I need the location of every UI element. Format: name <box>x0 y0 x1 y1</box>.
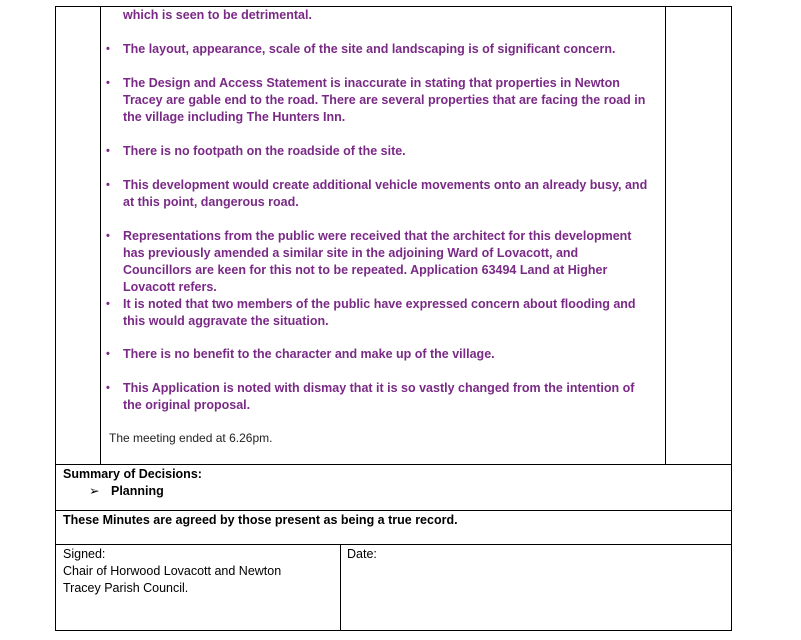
bullet-text: It is noted that two members of the public have expressed concern about flooding and this would aggravate the situation. <box>123 297 636 328</box>
table-border-left <box>55 6 56 631</box>
row-divider-summary <box>55 464 732 465</box>
column-divider-2 <box>665 6 666 464</box>
bullet-marker: • <box>106 230 110 242</box>
bullet-marker: • <box>106 348 110 360</box>
bullet-marker: • <box>106 43 110 55</box>
summary-arrow-icon: ➢ <box>89 484 100 498</box>
bullet-text: This Application is noted with dismay that it is so vastly changed from the intention of the original proposal. <box>123 381 635 412</box>
bullet-marker: • <box>106 382 110 394</box>
row-divider-signed <box>55 544 732 545</box>
date-label: Date: <box>347 547 377 561</box>
continuation-text: which is seen to be detrimental. <box>123 8 312 22</box>
table-border-bottom <box>55 630 732 631</box>
signed-date-divider <box>340 544 341 631</box>
bullet-text: This development would create additional vehicle movements onto an already busy, and at this point, dangerous road. <box>123 178 648 209</box>
summary-title: Summary of Decisions: <box>63 467 202 481</box>
bullet-text: There is no footpath on the roadside of the site. <box>123 144 406 158</box>
summary-item: Planning <box>111 484 164 498</box>
bullet-marker: • <box>106 145 110 157</box>
bullet-marker: • <box>106 298 110 310</box>
bullet-text: There is no benefit to the character and make up of the village. <box>123 347 495 361</box>
signed-line-2: Tracey Parish Council. <box>63 581 189 595</box>
row-divider-agreed <box>55 510 732 511</box>
table-border-right <box>731 6 732 631</box>
bullet-text: The Design and Access Statement is inaccurate in stating that properties in Newton Tracey are gable end to the road. There are several properties that are facing the road in the village including The Hunters Inn. <box>123 76 646 124</box>
meeting-end-text: The meeting ended at 6.26pm. <box>109 431 273 445</box>
agreed-statement: These Minutes are agreed by those present as being a true record. <box>63 513 458 527</box>
bullet-text: Representations from the public were received that the architect for this development has previously amended a similar site in the adjoining Ward of Lovacott, and Councillors are keen for this not to be repeated. Application 63494 Land at Higher Lovacott refers. <box>123 229 632 294</box>
column-divider-1 <box>100 6 101 464</box>
bullet-marker: • <box>106 179 110 191</box>
signed-line-1: Chair of Horwood Lovacott and Newton <box>63 564 282 578</box>
bullet-text: The layout, appearance, scale of the site and landscaping is of significant concern. <box>123 42 616 56</box>
bullet-marker: • <box>106 77 110 89</box>
signed-label: Signed: <box>63 547 106 561</box>
